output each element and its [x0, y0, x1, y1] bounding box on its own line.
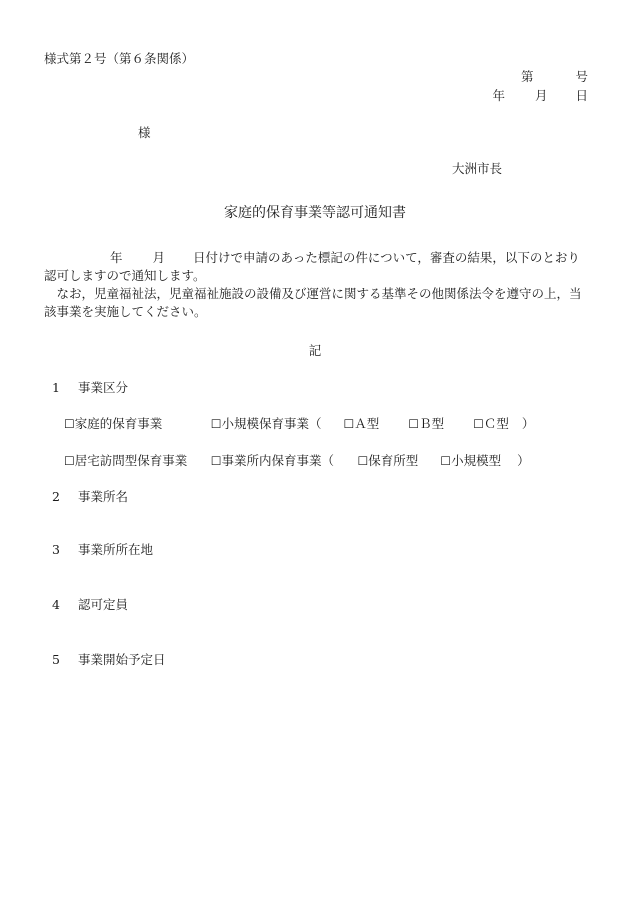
issue-date-line [492, 88, 588, 104]
body-text [44, 249, 590, 321]
section-number: 2 [52, 489, 60, 504]
paren-close-2: ） [517, 453, 530, 468]
checkbox-type-c[interactable]: ☐ [473, 417, 484, 431]
checkbox-type-b[interactable]: ☐ [408, 417, 420, 431]
section-label: 認可定員 [78, 597, 129, 612]
form-number: 様式第２号（第６条関係） [44, 51, 195, 66]
body-month: 月 [152, 250, 166, 265]
checkbox-small-type[interactable]: ☐ [440, 454, 452, 468]
label-workplace-daycare: 事業所内保育事業（ [221, 453, 335, 468]
label-small-daycare: 小規模保育事業（ [221, 416, 322, 431]
checkbox-home-daycare[interactable]: ☐ [64, 417, 75, 431]
issuer-name: 大洲市長 [452, 161, 503, 176]
category-row-1 [64, 416, 534, 432]
body-rest: 日付けで申請のあった標記の件について，審査の結果，以下のとおり認可しますので通知します。 [44, 250, 580, 283]
addressee-honorific: 様 [138, 125, 151, 140]
label-nursery-type: 保育所型 [368, 453, 419, 468]
date-month: 月 [534, 88, 548, 103]
label-type-a: Ａ型 [354, 416, 380, 431]
number-suffix: 号 [575, 69, 588, 84]
ki-label: 記 [308, 343, 322, 358]
section-label: 事業所名 [78, 489, 129, 504]
body-paragraph-1 [44, 249, 590, 285]
label-small-type: 小規模型 [451, 453, 502, 468]
section-5 [52, 652, 166, 668]
section-label: 事業開始予定日 [78, 652, 166, 667]
document-title: 家庭的保育事業等認可通知書 [224, 205, 406, 221]
section-4 [52, 597, 128, 613]
section-2 [52, 489, 128, 505]
label-visit-daycare: 居宅訪問型保育事業 [74, 453, 188, 468]
label-type-c: Ｃ型 [483, 416, 509, 431]
label-type-b: Ｂ型 [419, 416, 445, 431]
checkbox-nursery-type[interactable]: ☐ [357, 454, 369, 468]
label-home-daycare: 家庭的保育事業 [74, 416, 163, 431]
section-1 [52, 380, 128, 396]
section-label: 事業区分 [78, 380, 129, 395]
body-paragraph-2: なお，児童福祉法，児童福祉施設の設備及び運営に関する基準その他関係法令を遵守の上，当該事業を実施してください。 [44, 286, 582, 319]
date-year: 年 [492, 88, 505, 103]
category-row-2 [64, 453, 530, 469]
section-number: 3 [52, 542, 60, 557]
date-day: 日 [575, 88, 588, 103]
section-number: 4 [52, 597, 60, 612]
paren-close-1: ） [521, 416, 535, 431]
checkbox-workplace-daycare[interactable]: ☐ [210, 454, 222, 468]
section-number: 5 [52, 652, 60, 667]
document-number-line [521, 69, 588, 85]
checkbox-type-a[interactable]: ☐ [343, 417, 355, 431]
number-prefix: 第 [520, 69, 534, 84]
checkbox-visit-daycare[interactable]: ☐ [64, 454, 75, 468]
section-label: 事業所所在地 [78, 542, 154, 557]
section-number: 1 [52, 380, 60, 395]
section-3 [52, 542, 153, 558]
checkbox-small-daycare[interactable]: ☐ [210, 417, 222, 431]
body-year: 年 [110, 250, 123, 265]
